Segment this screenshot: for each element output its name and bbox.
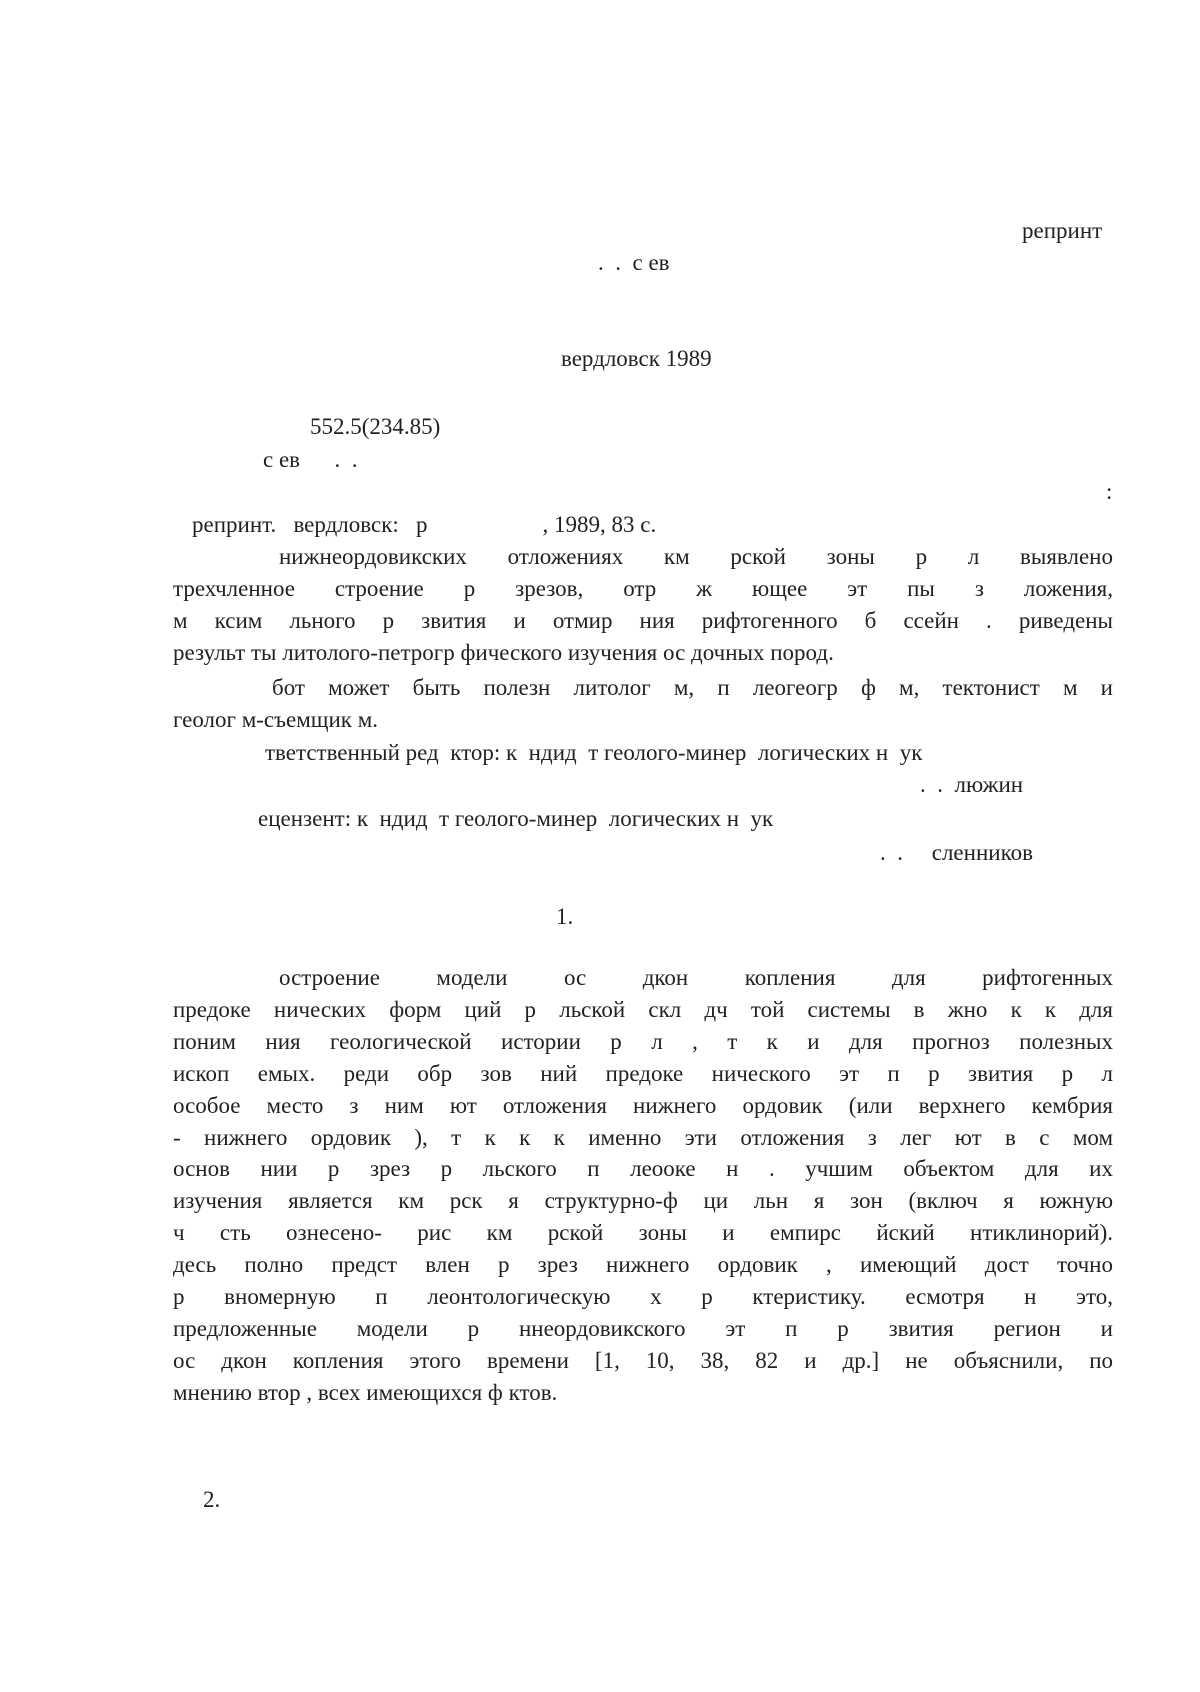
reviewer-line: ецензент: к ндид т геолого-минер логических н ук: [258, 806, 774, 831]
usefulness-line: бот может быть полезн литолог м, п леогеогр ф м, тектонист м и: [272, 675, 1113, 700]
reviewer-name: . . сленников: [880, 840, 1033, 865]
usefulness-line: геолог м-съемщик м.: [173, 706, 379, 732]
paragraph-line: предложенные модели р ннеордовикского эт п р звития регион и: [173, 1315, 1113, 1341]
usefulness-paragraph: [173, 672, 1113, 736]
author-initials: . . с ев: [598, 250, 670, 275]
paragraph-line: р вномерную п леонтологическую х р ктеристику. есмотря н это,: [173, 1284, 1113, 1310]
section-1-paragraph: [173, 962, 1113, 1409]
abstract-line: результ ты литолого-петрогр фического изучения ос дочных пород.: [173, 639, 834, 665]
abstract-paragraph: [173, 541, 1113, 669]
reprint-label: репринт: [1022, 218, 1103, 243]
paragraph-line: ископ емых. реди обр зов ний предоке нического эт п р звития р л: [173, 1060, 1113, 1086]
place-year: вердловск 1989: [561, 346, 712, 371]
paragraph-line: остроение модели ос дкон копления для рифтогенных: [279, 965, 1113, 990]
paragraph-line: десь полно предст влен р зрез нижнего ордовик , имеющий дост точно: [173, 1252, 1113, 1278]
abstract-line: нижнеордовикских отложениях км рской зоны р л выявлено: [279, 544, 1113, 569]
paragraph-line: особое место з ним ют отложения нижнего ордовик (или верхнего кембрия: [173, 1092, 1113, 1118]
abstract-line: трехчленное строение р зрезов, отр ж ющее эт пы з ложения,: [173, 575, 1113, 601]
paragraph-line: мнению втор , всех имеющихся ф ктов.: [173, 1379, 558, 1405]
paragraph-line: предоке нических форм ций р льской скл дч той системы в жно к к для: [173, 996, 1113, 1022]
catalog-author: с ев . .: [263, 447, 358, 472]
section-1-number: 1.: [556, 904, 574, 929]
editor-name: . . люжин: [920, 772, 1024, 797]
paragraph-line: - нижнего ордовик ), т к к к именно эти отложения з лег ют в с мом: [173, 1124, 1113, 1150]
paragraph-line: ч сть ознесено- рис км рской зоны и емпирс йский нтиклинорий).: [173, 1220, 1113, 1246]
bibliographic-line: репринт. вердловск: р , 1989, 83 с.: [192, 512, 657, 537]
abstract-line: м ксим льного р звития и отмир ния рифтогенного б ссейн . риведены: [173, 607, 1113, 633]
paragraph-line: основ нии р зрез р льского п леооке н . учшим объектом для их: [173, 1156, 1113, 1182]
paragraph-line: поним ния геологической истории р л , т к и для прогноз полезных: [173, 1028, 1113, 1054]
paragraph-line: изучения является км рск я структурно-ф ци льн я зон (включ я южную: [173, 1188, 1113, 1214]
catalog-colon: :: [1106, 479, 1113, 504]
section-2-number: 2.: [203, 1487, 221, 1512]
udc-code: 552.5(234.85): [310, 414, 441, 439]
editor-line: тветственный ред ктор: к ндид т геолого-минер логических н ук: [265, 740, 923, 765]
paragraph-line: ос дкон копления этого времени [1, 10, 38, 82 и др.] не объяснили, по: [173, 1347, 1113, 1373]
